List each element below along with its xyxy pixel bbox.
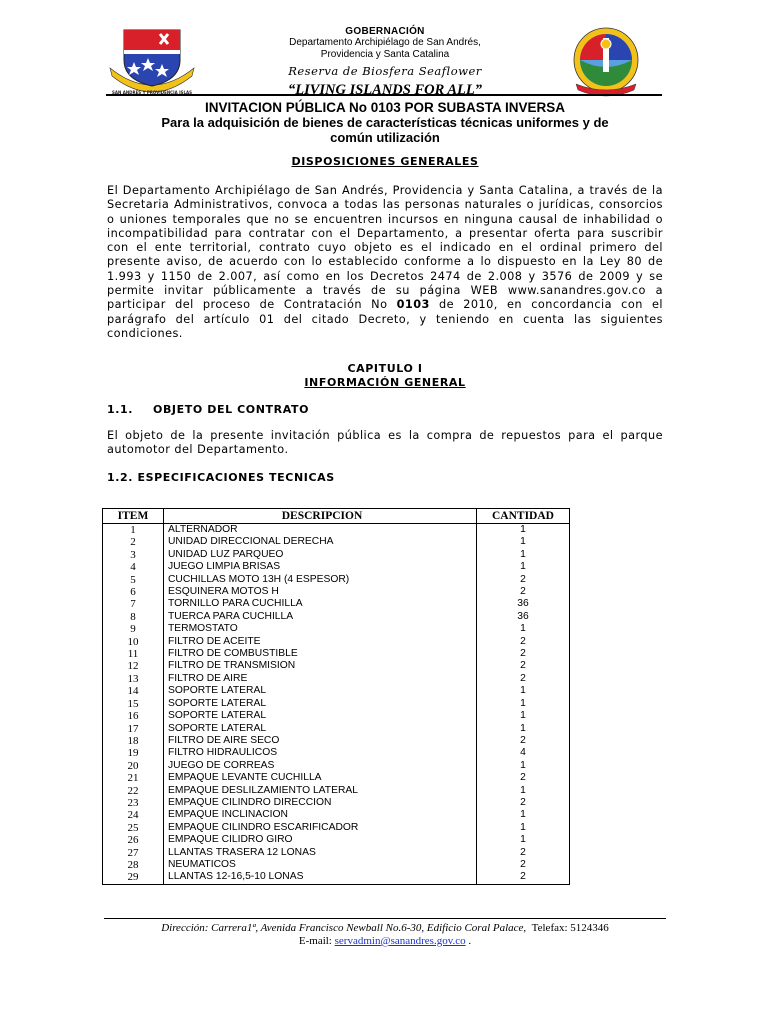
paragraph-text-before: El Departamento Archipiélago de San Andrés, Providencia y Santa Catalina, a través de la Secretaria Administrativos, convoca a todas las personas naturales o jurídicas, consorcios o uniones temporales que no se encuentren incursos en ninguna causal de inhabilidad o incompatibilidad para contratar con el Departamento, a presentar oferta para suscribir con el ente territorial, contrato cuyo objeto es el indicado en el ordinal primero del presente aviso, de acuerdo con lo establecido conforme a lo dispuesto en la Ley 80 de 1.993 y 1150 de 2.007, así como en los Decretos 2474 de 2.008 y 3576 de 2009 y se permite invitar públicamente a través de su página WEB www.sanandres.gov.co a participar del proceso de Contratación No <box>107 184 663 312</box>
quantity-cell: 1 <box>477 723 570 735</box>
quantity-cell: 2 <box>477 636 570 648</box>
process-number: 0103 <box>396 298 430 312</box>
quantity-cell: 1 <box>477 623 570 635</box>
footer-email-suffix: . <box>465 935 472 947</box>
disposiciones-heading: DISPOSICIONES GENERALES <box>291 155 479 168</box>
table-row <box>103 623 570 635</box>
description-cell: EMPAQUE CILINDRO ESCARIFICADOR <box>164 822 477 834</box>
quantity-cell: 1 <box>477 561 570 573</box>
table-row <box>103 648 570 660</box>
svg-text:SAN ANDRES Y PROVIDENCIA ISLAS: SAN ANDRES Y PROVIDENCIA ISLAS <box>112 90 192 95</box>
item-number-cell: 29 <box>103 871 164 884</box>
item-number-cell: 28 <box>103 859 164 871</box>
footer-address: Dirección: Carrera1ª, Avenida Francisco Newball No.6-30, Edificio Coral Palace, <box>161 922 527 934</box>
quantity-cell: 1 <box>477 536 570 548</box>
description-cell: FILTRO DE ACEITE <box>164 636 477 648</box>
description-cell: EMPAQUE INCLINACION <box>164 809 477 821</box>
quantity-cell: 2 <box>477 673 570 685</box>
table-row <box>103 685 570 697</box>
description-cell: TORNILLO PARA CUCHILLA <box>164 598 477 610</box>
item-number-cell: 12 <box>103 660 164 672</box>
description-cell: NEUMATICOS <box>164 859 477 871</box>
quantity-cell: 2 <box>477 772 570 784</box>
gobernacion-label: GOBERNACIÓN <box>345 26 425 37</box>
item-number-cell: 8 <box>103 611 164 623</box>
table-row <box>103 822 570 834</box>
item-number-cell: 19 <box>103 747 164 759</box>
description-cell: FILTRO HIDRAULICOS <box>164 747 477 759</box>
table-row <box>103 598 570 610</box>
footer-email-link[interactable]: servadmin@sanandres.gov.co <box>334 935 466 947</box>
letterhead <box>0 10 770 98</box>
quantity-cell: 36 <box>477 611 570 623</box>
item-number-cell: 21 <box>103 772 164 784</box>
quantity-cell: 36 <box>477 598 570 610</box>
chapter-number: CAPITULO I <box>347 362 423 375</box>
item-number-cell: 14 <box>103 685 164 697</box>
table-row <box>103 785 570 797</box>
table-row <box>103 673 570 685</box>
item-number-cell: 20 <box>103 760 164 772</box>
item-number-cell: 25 <box>103 822 164 834</box>
table-row <box>103 809 570 821</box>
table-row <box>103 871 570 884</box>
department-seal-logo <box>566 24 646 100</box>
item-number-cell: 5 <box>103 574 164 586</box>
description-cell: JUEGO DE CORREAS <box>164 760 477 772</box>
table-row <box>103 524 570 537</box>
footer-divider <box>104 918 666 919</box>
item-number-cell: 1 <box>103 524 164 537</box>
reserva-tagline: Reserva de Biosfera Seaflower <box>288 64 482 78</box>
table-row <box>103 797 570 809</box>
quantity-cell: 1 <box>477 785 570 797</box>
column-header-descripcion: DESCRIPCION <box>164 509 477 524</box>
department-name-line1: Departamento Archipiélago de San Andrés, <box>289 37 481 48</box>
quantity-cell: 1 <box>477 834 570 846</box>
quantity-cell: 1 <box>477 710 570 722</box>
quantity-cell: 2 <box>477 847 570 859</box>
column-header-cantidad: CANTIDAD <box>477 509 570 524</box>
column-header-item: ITEM <box>103 509 164 524</box>
table-row <box>103 834 570 846</box>
quantity-cell: 1 <box>477 685 570 697</box>
especificaciones-heading: 1.2. ESPECIFICACIONES TECNICAS <box>107 471 335 484</box>
item-number-cell: 4 <box>103 561 164 573</box>
description-cell: LLANTAS 12-16,5-10 LONAS <box>164 871 477 884</box>
objeto-heading <box>107 403 309 416</box>
description-cell: ESQUINERA MOTOS H <box>164 586 477 598</box>
description-cell: EMPAQUE CILINDRO DIRECCION <box>164 797 477 809</box>
item-number-cell: 6 <box>103 586 164 598</box>
footer-email-label: E-mail: <box>298 935 332 947</box>
footer <box>100 922 670 948</box>
table-row <box>103 611 570 623</box>
quantity-cell: 2 <box>477 797 570 809</box>
title-line-2: Para la adquisición de bienes de características técnicas uniformes y de <box>161 115 609 130</box>
item-number-cell: 22 <box>103 785 164 797</box>
table-row <box>103 723 570 735</box>
quantity-cell: 2 <box>477 648 570 660</box>
table-row <box>103 710 570 722</box>
slogan: “LIVING ISLANDS FOR ALL” <box>287 82 483 98</box>
description-cell: SOPORTE LATERAL <box>164 698 477 710</box>
objeto-title: OBJETO DEL CONTRATO <box>153 403 310 416</box>
table-row <box>103 847 570 859</box>
table-row <box>103 574 570 586</box>
document-title <box>100 100 670 145</box>
table-row <box>103 747 570 759</box>
item-number-cell: 16 <box>103 710 164 722</box>
table-header-row <box>103 509 570 524</box>
item-number-cell: 11 <box>103 648 164 660</box>
quantity-cell: 1 <box>477 760 570 772</box>
description-cell: FILTRO DE AIRE SECO <box>164 735 477 747</box>
description-cell: TUERCA PARA CUCHILLA <box>164 611 477 623</box>
quantity-cell: 1 <box>477 822 570 834</box>
quantity-cell: 2 <box>477 871 570 884</box>
item-number-cell: 10 <box>103 636 164 648</box>
description-cell: ALTERNADOR <box>164 524 477 537</box>
description-cell: FILTRO DE AIRE <box>164 673 477 685</box>
item-number-cell: 15 <box>103 698 164 710</box>
description-cell: JUEGO LIMPIA BRISAS <box>164 561 477 573</box>
quantity-cell: 2 <box>477 586 570 598</box>
description-cell: SOPORTE LATERAL <box>164 710 477 722</box>
item-number-cell: 9 <box>103 623 164 635</box>
quantity-cell: 1 <box>477 809 570 821</box>
quantity-cell: 1 <box>477 698 570 710</box>
item-number-cell: 13 <box>103 673 164 685</box>
department-name-line2: Providencia y Santa Catalina <box>320 49 450 60</box>
table-row <box>103 586 570 598</box>
item-number-cell: 7 <box>103 598 164 610</box>
table-body <box>103 524 570 885</box>
table-row <box>103 549 570 561</box>
item-number-cell: 17 <box>103 723 164 735</box>
item-number-cell: 23 <box>103 797 164 809</box>
table-row <box>103 536 570 548</box>
item-number-cell: 2 <box>103 536 164 548</box>
item-number-cell: 26 <box>103 834 164 846</box>
disposiciones-paragraph <box>107 184 663 341</box>
quantity-cell: 2 <box>477 660 570 672</box>
quantity-cell: 1 <box>477 524 570 537</box>
chapter-heading <box>100 362 670 390</box>
description-cell: SOPORTE LATERAL <box>164 723 477 735</box>
quantity-cell: 1 <box>477 549 570 561</box>
description-cell: UNIDAD LUZ PARQUEO <box>164 549 477 561</box>
chapter-title: INFORMACIÓN GENERAL <box>304 376 466 389</box>
description-cell: TERMOSTATO <box>164 623 477 635</box>
header-divider <box>106 94 662 96</box>
footer-telefax: Telefax: 5124346 <box>531 922 609 934</box>
description-cell: EMPAQUE CILIDRO GIRO <box>164 834 477 846</box>
table-row <box>103 636 570 648</box>
table-row <box>103 735 570 747</box>
objeto-number: 1.1. <box>107 403 134 416</box>
description-cell: SOPORTE LATERAL <box>164 685 477 697</box>
description-cell: CUCHILLAS MOTO 13H (4 ESPESOR) <box>164 574 477 586</box>
quantity-cell: 4 <box>477 747 570 759</box>
title-line-1: INVITACION PÚBLICA No 0103 POR SUBASTA INVERSA <box>204 100 566 115</box>
description-cell: LLANTAS TRASERA 12 LONAS <box>164 847 477 859</box>
item-number-cell: 18 <box>103 735 164 747</box>
table-row <box>103 698 570 710</box>
description-cell: EMPAQUE DESLILZAMIENTO LATERAL <box>164 785 477 797</box>
description-cell: EMPAQUE LEVANTE CUCHILLA <box>164 772 477 784</box>
title-line-3: común utilización <box>330 130 440 145</box>
table-row <box>103 772 570 784</box>
table-row <box>103 760 570 772</box>
description-cell: UNIDAD DIRECCIONAL DERECHA <box>164 536 477 548</box>
quantity-cell: 2 <box>477 574 570 586</box>
specifications-table <box>102 508 570 885</box>
item-number-cell: 24 <box>103 809 164 821</box>
table-row <box>103 859 570 871</box>
table-row <box>103 660 570 672</box>
objeto-paragraph: El objeto de la presente invitación pública es la compra de repuestos para el parque automotor del Departamento. <box>107 429 663 457</box>
quantity-cell: 2 <box>477 735 570 747</box>
paragraph-text-after: de 2010, en concordancia con el parágrafo del artículo 01 del citado Decreto, y teniendo en cuenta las siguientes condiciones. <box>107 298 663 340</box>
item-number-cell: 27 <box>103 847 164 859</box>
item-number-cell: 3 <box>103 549 164 561</box>
letterhead-text <box>230 26 540 99</box>
table-row <box>103 561 570 573</box>
description-cell: FILTRO DE COMBUSTIBLE <box>164 648 477 660</box>
description-cell: FILTRO DE TRANSMISION <box>164 660 477 672</box>
coat-of-arms-logo <box>106 24 198 96</box>
quantity-cell: 2 <box>477 859 570 871</box>
